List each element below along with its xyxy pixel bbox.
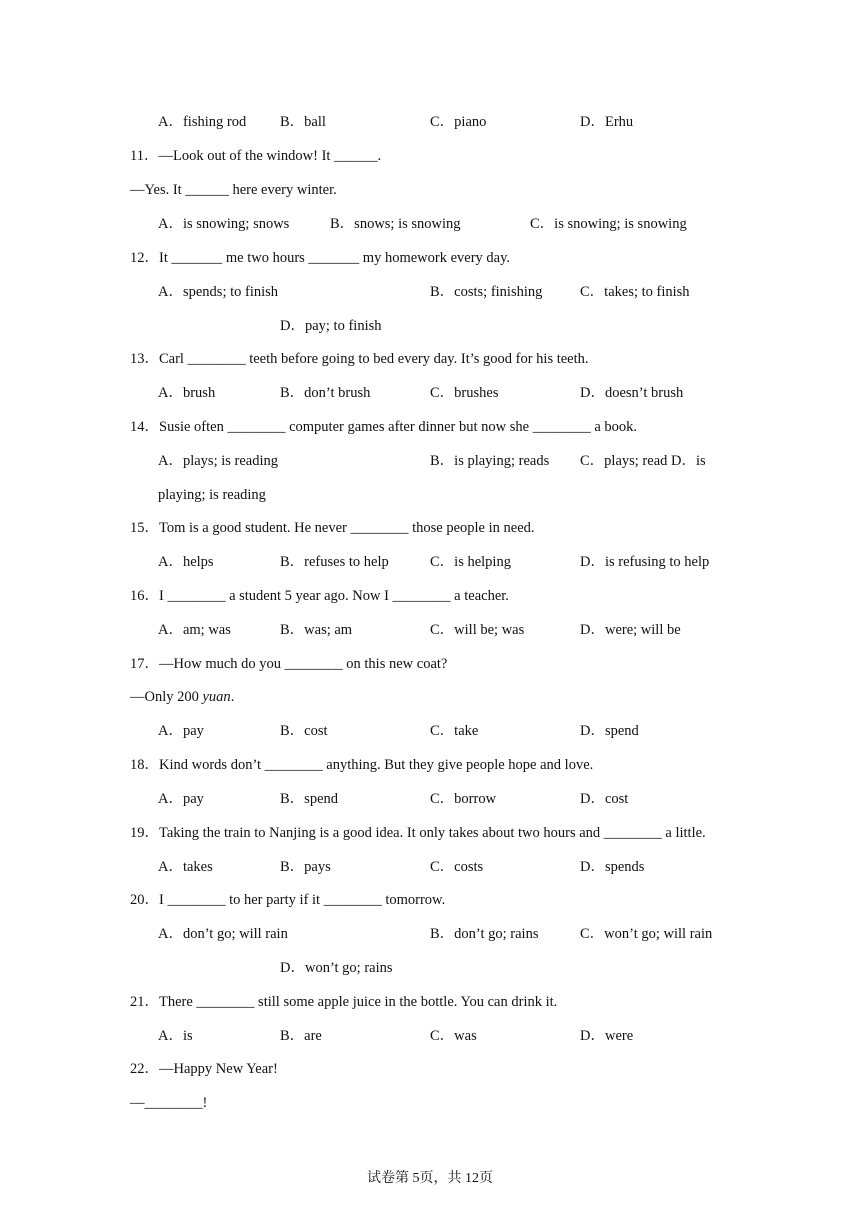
q19-option-b: B．pays xyxy=(280,859,331,875)
q17-response-text: —Only 200 xyxy=(130,689,203,705)
q16-option-c: C．will be; was xyxy=(430,622,525,638)
q17-stem: 17．—How much do you ________ on this new coat? xyxy=(130,656,448,672)
q10-option-a: A．fishing rod xyxy=(158,114,247,130)
q11-option-b: B．snows; is snowing xyxy=(330,216,461,232)
q21-option-b: B．are xyxy=(280,1028,322,1044)
q17-option-b: B．cost xyxy=(280,723,328,739)
q11-stem-response: —Yes. It ______ here every winter. xyxy=(130,182,337,198)
page-footer: 试卷第 5页，共 12页 xyxy=(367,1171,493,1186)
q11-option-a: A．is snowing; snows xyxy=(158,216,290,232)
q18-option-d: D．cost xyxy=(580,791,629,807)
q18-option-b: B．spend xyxy=(280,791,338,807)
q12-option-b: B．costs; finishing xyxy=(430,284,543,300)
q21-option-d: D．were xyxy=(580,1028,634,1044)
q15-option-c: C．is helping xyxy=(430,554,511,570)
q17-response-period: . xyxy=(230,689,235,705)
q17-option-d: D．spend xyxy=(580,723,639,739)
q20-option-d: D．won’t go; rains xyxy=(280,960,393,976)
q12-option-a: A．spends; to finish xyxy=(158,284,279,300)
q16-option-b: B．was; am xyxy=(280,622,353,638)
q18-option-c: C．borrow xyxy=(430,791,497,807)
q11-stem: 11．—Look out of the window! It ______. xyxy=(130,148,382,164)
q12-stem: 12．It _______ me two hours _______ my homework every day. xyxy=(130,250,511,266)
q20-option-b: B．don’t go; rains xyxy=(430,926,539,942)
q10-option-d: D．Erhu xyxy=(580,114,634,130)
q18-stem: 18．Kind words don’t ________ anything. But they give people hope and love. xyxy=(130,757,594,773)
q18-option-a: A．pay xyxy=(158,791,204,807)
q19-option-d: D．spends xyxy=(580,859,645,875)
q19-option-a: A．takes xyxy=(158,859,213,875)
q14-option-a: A．plays; is reading xyxy=(158,453,279,469)
q10-option-b: B．ball xyxy=(280,114,326,130)
q17-option-a: A．pay xyxy=(158,723,204,739)
q13-option-a: A．brush xyxy=(158,385,216,401)
q22-stem-response: —________! xyxy=(130,1095,208,1111)
q15-option-a: A．helps xyxy=(158,554,214,570)
q21-stem: 21．There ________ still some apple juice in the bottle. You can drink it. xyxy=(130,994,558,1010)
q17-option-c: C．take xyxy=(430,723,479,739)
q19-stem: 19．Taking the train to Nanjing is a good idea. It only takes about two hours and ________ a little. xyxy=(130,825,706,841)
q12-option-d: D．pay; to finish xyxy=(280,318,382,334)
q22-stem: 22．—Happy New Year! xyxy=(130,1061,278,1077)
q21-option-a: A．is xyxy=(158,1028,193,1044)
q11-option-c: C．is snowing; is snowing xyxy=(530,216,687,232)
q13-stem: 13．Carl ________ teeth before going to bed every day. It’s good for his teeth. xyxy=(130,351,589,367)
q17-stem-response xyxy=(130,688,234,706)
q17-response-italic: yuan xyxy=(202,689,231,705)
q14-option-b: B．is playing; reads xyxy=(430,453,550,469)
q14-stem: 14．Susie often ________ computer games after dinner but now she ________ a book. xyxy=(130,419,638,435)
q10-option-c: C．piano xyxy=(430,114,487,130)
q20-option-a: A．don’t go; will rain xyxy=(158,926,288,942)
q15-stem: 15．Tom is a good student. He never ________ those people in need. xyxy=(130,520,535,536)
q12-option-c: C．takes; to finish xyxy=(580,284,690,300)
q16-option-a: A．am; was xyxy=(158,622,231,638)
q19-option-c: C．costs xyxy=(430,859,484,875)
q16-stem: 16．I ________ a student 5 year ago. Now I ________ a teacher. xyxy=(130,588,509,604)
q20-stem: 20．I ________ to her party if it ________ tomorrow. xyxy=(130,892,446,908)
q20-option-c: C．won’t go; will rain xyxy=(580,926,713,942)
q15-option-b: B．refuses to help xyxy=(280,554,389,570)
q16-option-d: D．were; will be xyxy=(580,622,681,638)
q14-option-c-d: C．plays; read D．is xyxy=(580,453,706,469)
q13-option-d: D．doesn’t brush xyxy=(580,385,684,401)
q13-option-c: C．brushes xyxy=(430,385,499,401)
q13-option-b: B．don’t brush xyxy=(280,385,371,401)
q14-option-d-continued: playing; is reading xyxy=(158,487,266,503)
q21-option-c: C．was xyxy=(430,1028,477,1044)
q15-option-d: D．is refusing to help xyxy=(580,554,710,570)
